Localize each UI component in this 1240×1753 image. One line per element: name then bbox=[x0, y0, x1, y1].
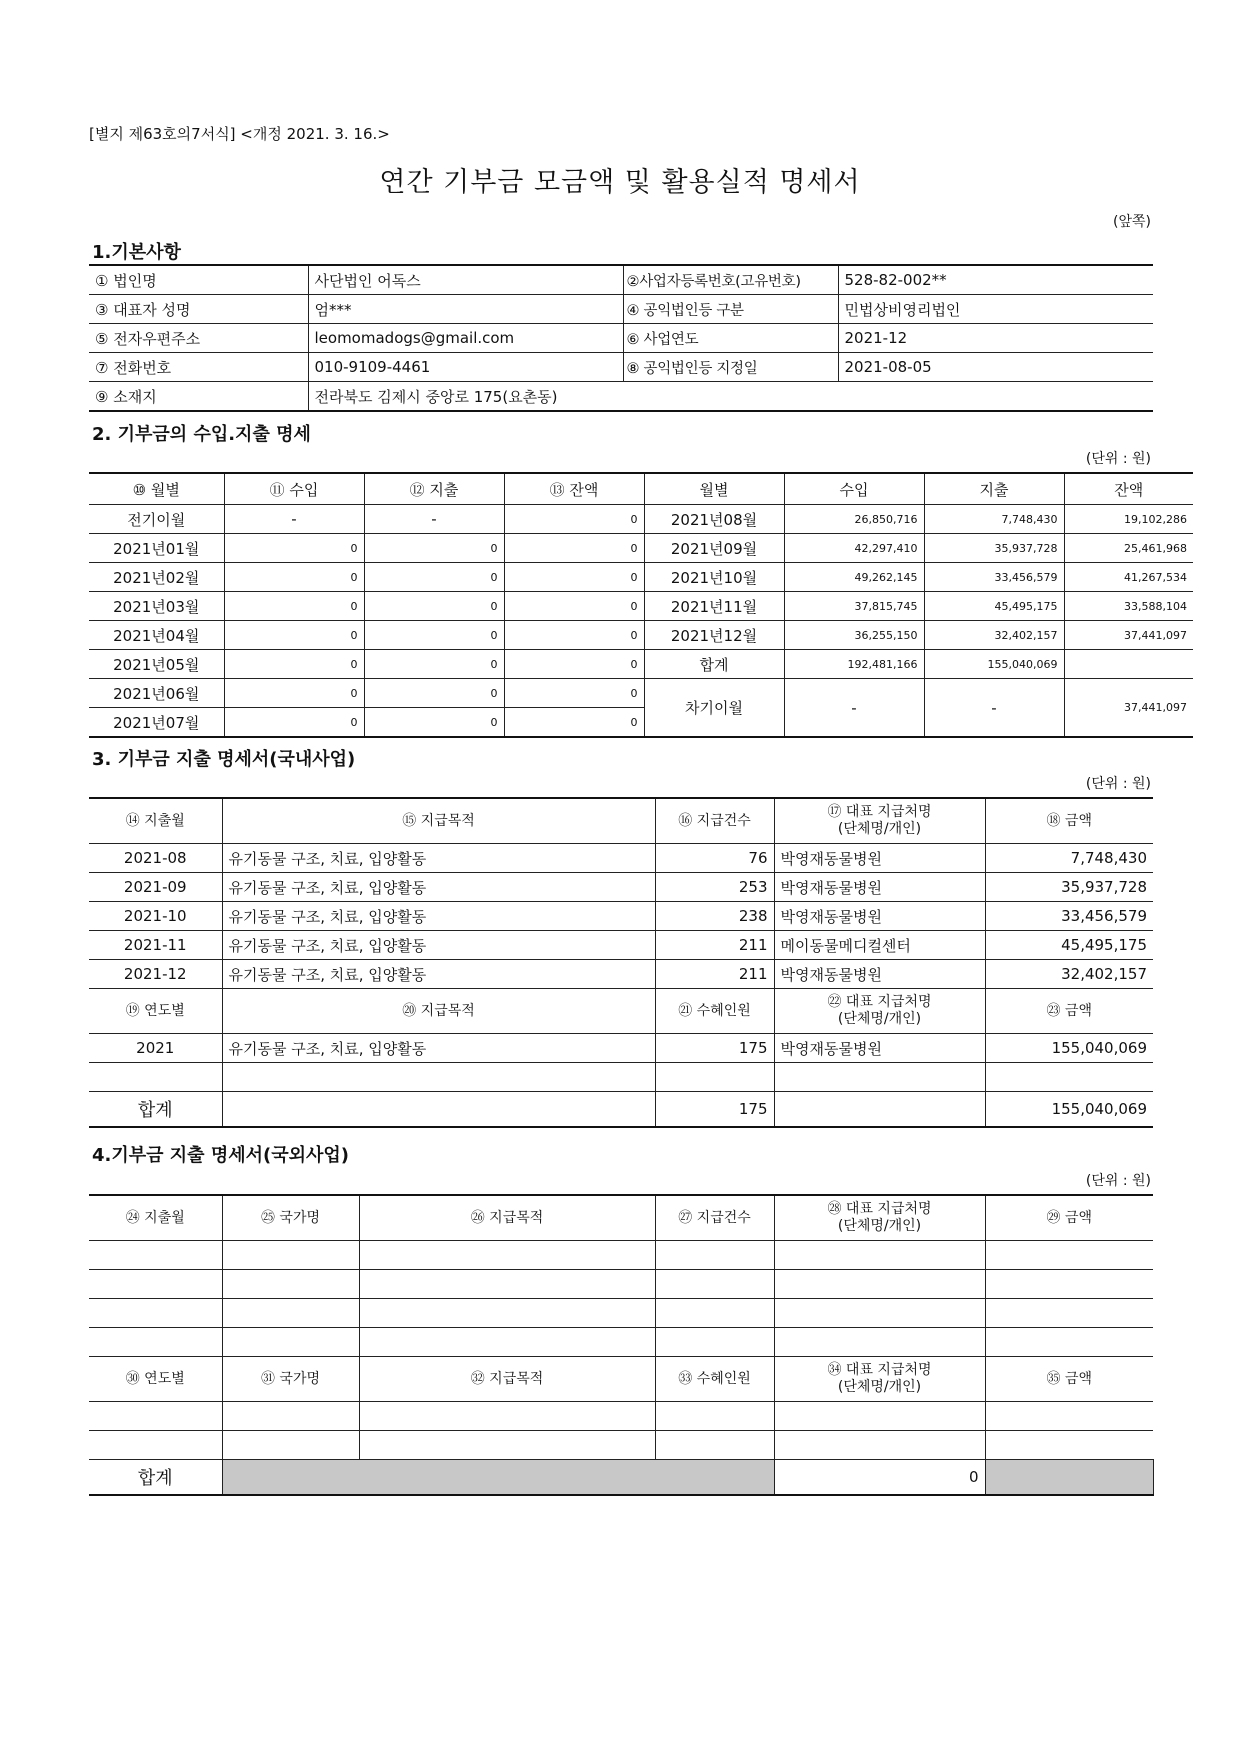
carry-balance: 37,441,097 bbox=[1064, 679, 1193, 738]
document-title: 연간 기부금 모금액 및 활용실적 명세서 bbox=[379, 167, 861, 198]
shaded-cell bbox=[985, 1460, 1153, 1496]
empty-cell bbox=[89, 1063, 222, 1092]
field-label: ① 법인명 bbox=[89, 265, 308, 295]
total-label: 합계 bbox=[89, 1092, 222, 1128]
table-row bbox=[89, 505, 1193, 534]
basic-info-table bbox=[89, 264, 1153, 412]
section4-unit: (단위 : 원) bbox=[1085, 1173, 1151, 1189]
column-header bbox=[774, 1195, 985, 1241]
income-cell: 37,815,745 bbox=[784, 592, 924, 621]
payee-cell: 박영재동물병원 bbox=[774, 960, 985, 989]
payee-cell: 박영재동물병원 bbox=[774, 902, 985, 931]
month-cell: 2021년02월 bbox=[89, 563, 224, 592]
purpose-cell: 유기동물 구조, 치료, 입양활동 bbox=[222, 1034, 655, 1063]
balance-cell: 33,588,104 bbox=[1064, 592, 1193, 621]
column-header: ㉙ 금액 bbox=[985, 1195, 1153, 1241]
balance-cell: 0 bbox=[504, 621, 644, 650]
expense-cell: 32,402,157 bbox=[924, 621, 1064, 650]
header-line: ㉒ 대표 지급처명 bbox=[827, 994, 932, 1010]
balance-cell: 0 bbox=[504, 592, 644, 621]
header-line: (단체명/개인) bbox=[837, 821, 922, 837]
table-row bbox=[89, 1328, 1153, 1357]
column-header bbox=[774, 1357, 985, 1402]
month-cell: 2021년05월 bbox=[89, 650, 224, 679]
balance-cell: 0 bbox=[504, 563, 644, 592]
purpose-cell: 유기동물 구조, 치료, 입양활동 bbox=[222, 873, 655, 902]
month-cell: 2021년12월 bbox=[644, 621, 784, 650]
table-row bbox=[89, 473, 1193, 505]
table-row bbox=[89, 563, 1193, 592]
expense-cell: 0 bbox=[364, 650, 504, 679]
expense-cell: 0 bbox=[364, 621, 504, 650]
empty-cell bbox=[359, 1431, 655, 1460]
header-line: ㉘ 대표 지급처명 bbox=[827, 1201, 932, 1217]
empty-cell bbox=[222, 1299, 359, 1328]
count-cell: 238 bbox=[655, 902, 774, 931]
field-value: 엄*** bbox=[308, 295, 623, 324]
table-row bbox=[89, 1195, 1153, 1241]
payee-cell: 메이동물메디컬센터 bbox=[774, 931, 985, 960]
field-value: 010-9109-4461 bbox=[308, 353, 623, 382]
amount-cell: 45,495,175 bbox=[985, 931, 1153, 960]
month-cell: 2021-10 bbox=[89, 902, 222, 931]
domestic-expense-table bbox=[89, 797, 1153, 1128]
column-header: 월별 bbox=[644, 473, 784, 505]
month-cell: 2021-08 bbox=[89, 844, 222, 873]
income-cell: 0 bbox=[224, 679, 364, 708]
income-cell: 0 bbox=[224, 592, 364, 621]
column-header: ㉓ 금액 bbox=[985, 989, 1153, 1034]
table-row bbox=[89, 1241, 1153, 1270]
expense-cell: 33,456,579 bbox=[924, 563, 1064, 592]
column-header: ⑱ 금액 bbox=[985, 798, 1153, 844]
amount-cell: 35,937,728 bbox=[985, 873, 1153, 902]
column-header: ㉖ 지급목적 bbox=[359, 1195, 655, 1241]
income-cell: 0 bbox=[224, 534, 364, 563]
field-label: ②사업자등록번호(고유번호) bbox=[623, 265, 838, 295]
field-value: 2021-08-05 bbox=[838, 353, 1153, 382]
month-cell: 2021-12 bbox=[89, 960, 222, 989]
section2-title: 2. 기부금의 수입.지출 명세 bbox=[92, 424, 311, 445]
payee-cell: 박영재동물병원 bbox=[774, 844, 985, 873]
form-number: [별지 제63호의7서식] <개정 2021. 3. 16.> bbox=[89, 125, 390, 143]
month-cell: 전기이월 bbox=[89, 505, 224, 534]
expense-cell: 7,748,430 bbox=[924, 505, 1064, 534]
column-header: 지출 bbox=[924, 473, 1064, 505]
column-header: ⑬ 잔액 bbox=[504, 473, 644, 505]
income-cell: 0 bbox=[224, 621, 364, 650]
table-row bbox=[89, 592, 1193, 621]
empty-cell bbox=[222, 1241, 359, 1270]
income-expense-table bbox=[89, 472, 1193, 738]
payee-cell: 박영재동물병원 bbox=[774, 1034, 985, 1063]
month-cell: 2021년04월 bbox=[89, 621, 224, 650]
empty-cell bbox=[774, 1299, 985, 1328]
table-row bbox=[89, 650, 1193, 679]
table-row bbox=[89, 295, 1153, 324]
empty-cell bbox=[359, 1402, 655, 1431]
empty-cell bbox=[774, 1063, 985, 1092]
purpose-cell: 유기동물 구조, 치료, 입양활동 bbox=[222, 902, 655, 931]
header-line: (단체명/개인) bbox=[837, 1218, 922, 1234]
table-row bbox=[89, 989, 1153, 1034]
column-header: ⑳ 지급목적 bbox=[222, 989, 655, 1034]
count-cell: 211 bbox=[655, 931, 774, 960]
empty-cell bbox=[222, 1431, 359, 1460]
field-label: ⑦ 전화번호 bbox=[89, 353, 308, 382]
empty-cell bbox=[655, 1063, 774, 1092]
balance-cell bbox=[1064, 650, 1193, 679]
column-header: ㉝ 수혜인원 bbox=[655, 1357, 774, 1402]
empty-cell bbox=[222, 1328, 359, 1357]
empty-cell bbox=[89, 1299, 222, 1328]
balance-cell: 0 bbox=[504, 679, 644, 708]
table-row bbox=[89, 798, 1153, 844]
empty-cell bbox=[359, 1299, 655, 1328]
income-cell: 0 bbox=[224, 708, 364, 738]
table-row bbox=[89, 534, 1193, 563]
income-cell: 36,255,150 bbox=[784, 621, 924, 650]
field-label: ⑨ 소재지 bbox=[89, 382, 308, 412]
balance-cell: 0 bbox=[504, 650, 644, 679]
empty-cell bbox=[985, 1431, 1153, 1460]
expense-cell: 35,937,728 bbox=[924, 534, 1064, 563]
empty-cell bbox=[222, 1063, 655, 1092]
total-label: 합계 bbox=[89, 1460, 222, 1496]
empty-cell bbox=[89, 1241, 222, 1270]
empty-cell bbox=[985, 1063, 1153, 1092]
section1-title: 1.기본사항 bbox=[92, 242, 181, 263]
empty-cell bbox=[655, 1328, 774, 1357]
expense-cell: 0 bbox=[364, 708, 504, 738]
expense-cell: 155,040,069 bbox=[924, 650, 1064, 679]
column-header: 수입 bbox=[784, 473, 924, 505]
empty-cell bbox=[985, 1402, 1153, 1431]
balance-cell: 0 bbox=[504, 534, 644, 563]
total-amount: 155,040,069 bbox=[985, 1092, 1153, 1128]
empty-cell bbox=[774, 1241, 985, 1270]
count-cell: 211 bbox=[655, 960, 774, 989]
balance-cell: 37,441,097 bbox=[1064, 621, 1193, 650]
empty-cell bbox=[985, 1241, 1153, 1270]
header-line: (단체명/개인) bbox=[837, 1379, 922, 1395]
table-row bbox=[89, 1460, 1153, 1496]
balance-cell: 25,461,968 bbox=[1064, 534, 1193, 563]
month-cell: 2021-09 bbox=[89, 873, 222, 902]
table-row bbox=[89, 960, 1153, 989]
empty-cell bbox=[222, 1270, 359, 1299]
amount-cell: 33,456,579 bbox=[985, 902, 1153, 931]
empty-cell bbox=[655, 1270, 774, 1299]
column-header: ㉕ 국가명 bbox=[222, 1195, 359, 1241]
table-row bbox=[89, 1092, 1153, 1128]
section3-unit: (단위 : 원) bbox=[1085, 776, 1151, 792]
count-cell: 253 bbox=[655, 873, 774, 902]
income-cell: 42,297,410 bbox=[784, 534, 924, 563]
column-header: ⑭ 지출월 bbox=[89, 798, 222, 844]
table-row bbox=[89, 353, 1153, 382]
month-cell: 2021-11 bbox=[89, 931, 222, 960]
carry-forward-label: 차기이월 bbox=[644, 679, 784, 738]
empty-cell bbox=[222, 1402, 359, 1431]
address-value: 전라북도 김제시 중앙로 175(요촌동) bbox=[308, 382, 1153, 412]
expense-cell: 0 bbox=[364, 592, 504, 621]
empty-cell bbox=[774, 1328, 985, 1357]
amount-cell: 7,748,430 bbox=[985, 844, 1153, 873]
field-value: leomomadogs@gmail.com bbox=[308, 324, 623, 353]
month-cell: 2021년06월 bbox=[89, 679, 224, 708]
table-row bbox=[89, 902, 1153, 931]
table-row bbox=[89, 265, 1153, 295]
column-header bbox=[774, 989, 985, 1034]
table-row bbox=[89, 679, 1193, 708]
expense-cell: 45,495,175 bbox=[924, 592, 1064, 621]
field-value: 2021-12 bbox=[838, 324, 1153, 353]
purpose-cell: 유기동물 구조, 치료, 입양활동 bbox=[222, 960, 655, 989]
empty-cell bbox=[655, 1241, 774, 1270]
total-count: 175 bbox=[655, 1092, 774, 1128]
table-row bbox=[89, 1063, 1153, 1092]
month-cell: 2021년11월 bbox=[644, 592, 784, 621]
header-line: (단체명/개인) bbox=[837, 1011, 922, 1027]
month-cell: 합계 bbox=[644, 650, 784, 679]
balance-cell: 41,267,534 bbox=[1064, 563, 1193, 592]
section3-title: 3. 기부금 지출 명세서(국내사업) bbox=[92, 749, 356, 770]
page-side-note: (앞쪽) bbox=[1113, 214, 1151, 230]
overseas-expense-table bbox=[89, 1194, 1153, 1496]
income-cell: 26,850,716 bbox=[784, 505, 924, 534]
column-header bbox=[774, 798, 985, 844]
empty-cell bbox=[89, 1328, 222, 1357]
month-cell: 2021년10월 bbox=[644, 563, 784, 592]
expense-cell: 0 bbox=[364, 679, 504, 708]
table-row bbox=[89, 1270, 1153, 1299]
carry-expense: - bbox=[924, 679, 1064, 738]
table-row bbox=[89, 324, 1153, 353]
field-label: ⑥ 사업연도 bbox=[623, 324, 838, 353]
column-header: ㉜ 지급목적 bbox=[359, 1357, 655, 1402]
column-header: ㉛ 국가명 bbox=[222, 1357, 359, 1402]
balance-cell: 0 bbox=[504, 505, 644, 534]
table-row bbox=[89, 931, 1153, 960]
empty-cell bbox=[89, 1431, 222, 1460]
table-row bbox=[89, 873, 1153, 902]
count-cell: 76 bbox=[655, 844, 774, 873]
table-row bbox=[89, 1431, 1153, 1460]
empty-cell bbox=[774, 1402, 985, 1431]
empty-cell bbox=[655, 1431, 774, 1460]
empty-cell bbox=[89, 1402, 222, 1431]
balance-cell: 0 bbox=[504, 708, 644, 738]
balance-cell: 19,102,286 bbox=[1064, 505, 1193, 534]
field-label: ③ 대표자 성명 bbox=[89, 295, 308, 324]
header-line: ㉞ 대표 지급처명 bbox=[827, 1362, 932, 1378]
shaded-cell bbox=[222, 1460, 774, 1496]
empty-cell bbox=[222, 1092, 655, 1128]
section4-title: 4.기부금 지출 명세서(국외사업) bbox=[92, 1145, 350, 1166]
count-cell: 175 bbox=[655, 1034, 774, 1063]
income-cell: 0 bbox=[224, 563, 364, 592]
amount-cell: 32,402,157 bbox=[985, 960, 1153, 989]
column-header: ⑮ 지급목적 bbox=[222, 798, 655, 844]
field-value: 민법상비영리법인 bbox=[838, 295, 1153, 324]
table-row bbox=[89, 621, 1193, 650]
table-row bbox=[89, 1034, 1153, 1063]
empty-cell bbox=[774, 1270, 985, 1299]
field-label: ⑧ 공익법인등 지정일 bbox=[623, 353, 838, 382]
column-header: ⑫ 지출 bbox=[364, 473, 504, 505]
empty-cell bbox=[985, 1299, 1153, 1328]
payee-cell: 박영재동물병원 bbox=[774, 873, 985, 902]
field-value: 사단법인 어독스 bbox=[308, 265, 623, 295]
empty-cell bbox=[985, 1328, 1153, 1357]
column-header: ㉗ 지급건수 bbox=[655, 1195, 774, 1241]
column-header: ㉑ 수혜인원 bbox=[655, 989, 774, 1034]
expense-cell: 0 bbox=[364, 563, 504, 592]
empty-cell bbox=[985, 1270, 1153, 1299]
income-cell: 0 bbox=[224, 650, 364, 679]
expense-cell: - bbox=[364, 505, 504, 534]
header-line: ⑰ 대표 지급처명 bbox=[827, 804, 932, 820]
carry-income: - bbox=[784, 679, 924, 738]
month-cell: 2021년09월 bbox=[644, 534, 784, 563]
empty-cell bbox=[774, 1092, 985, 1128]
column-header: ㉚ 연도별 bbox=[89, 1357, 222, 1402]
income-cell: 192,481,166 bbox=[784, 650, 924, 679]
income-cell: 49,262,145 bbox=[784, 563, 924, 592]
income-cell: - bbox=[224, 505, 364, 534]
month-cell: 2021년07월 bbox=[89, 708, 224, 738]
field-value: 528-82-002** bbox=[838, 265, 1153, 295]
empty-cell bbox=[655, 1299, 774, 1328]
empty-cell bbox=[359, 1270, 655, 1299]
table-row bbox=[89, 382, 1153, 412]
section2-unit: (단위 : 원) bbox=[1085, 451, 1151, 467]
table-row bbox=[89, 1357, 1153, 1402]
column-header: 잔액 bbox=[1064, 473, 1193, 505]
column-header: ⑪ 수입 bbox=[224, 473, 364, 505]
total-count: 0 bbox=[774, 1460, 985, 1496]
column-header: ⑯ 지급건수 bbox=[655, 798, 774, 844]
expense-cell: 0 bbox=[364, 534, 504, 563]
field-label: ⑤ 전자우편주소 bbox=[89, 324, 308, 353]
empty-cell bbox=[655, 1402, 774, 1431]
month-cell: 2021년08월 bbox=[644, 505, 784, 534]
table-row bbox=[89, 1299, 1153, 1328]
month-cell: 2021년01월 bbox=[89, 534, 224, 563]
purpose-cell: 유기동물 구조, 치료, 입양활동 bbox=[222, 931, 655, 960]
empty-cell bbox=[359, 1328, 655, 1357]
column-header: ㉟ 금액 bbox=[985, 1357, 1153, 1402]
month-cell: 2021년03월 bbox=[89, 592, 224, 621]
column-header: ⑩ 월별 bbox=[89, 473, 224, 505]
table-row bbox=[89, 1402, 1153, 1431]
empty-cell bbox=[89, 1270, 222, 1299]
year-cell: 2021 bbox=[89, 1034, 222, 1063]
empty-cell bbox=[774, 1431, 985, 1460]
column-header: ㉔ 지출월 bbox=[89, 1195, 222, 1241]
column-header: ⑲ 연도별 bbox=[89, 989, 222, 1034]
empty-cell bbox=[359, 1241, 655, 1270]
table-row bbox=[89, 844, 1153, 873]
field-label: ④ 공익법인등 구분 bbox=[623, 295, 838, 324]
purpose-cell: 유기동물 구조, 치료, 입양활동 bbox=[222, 844, 655, 873]
amount-cell: 155,040,069 bbox=[985, 1034, 1153, 1063]
